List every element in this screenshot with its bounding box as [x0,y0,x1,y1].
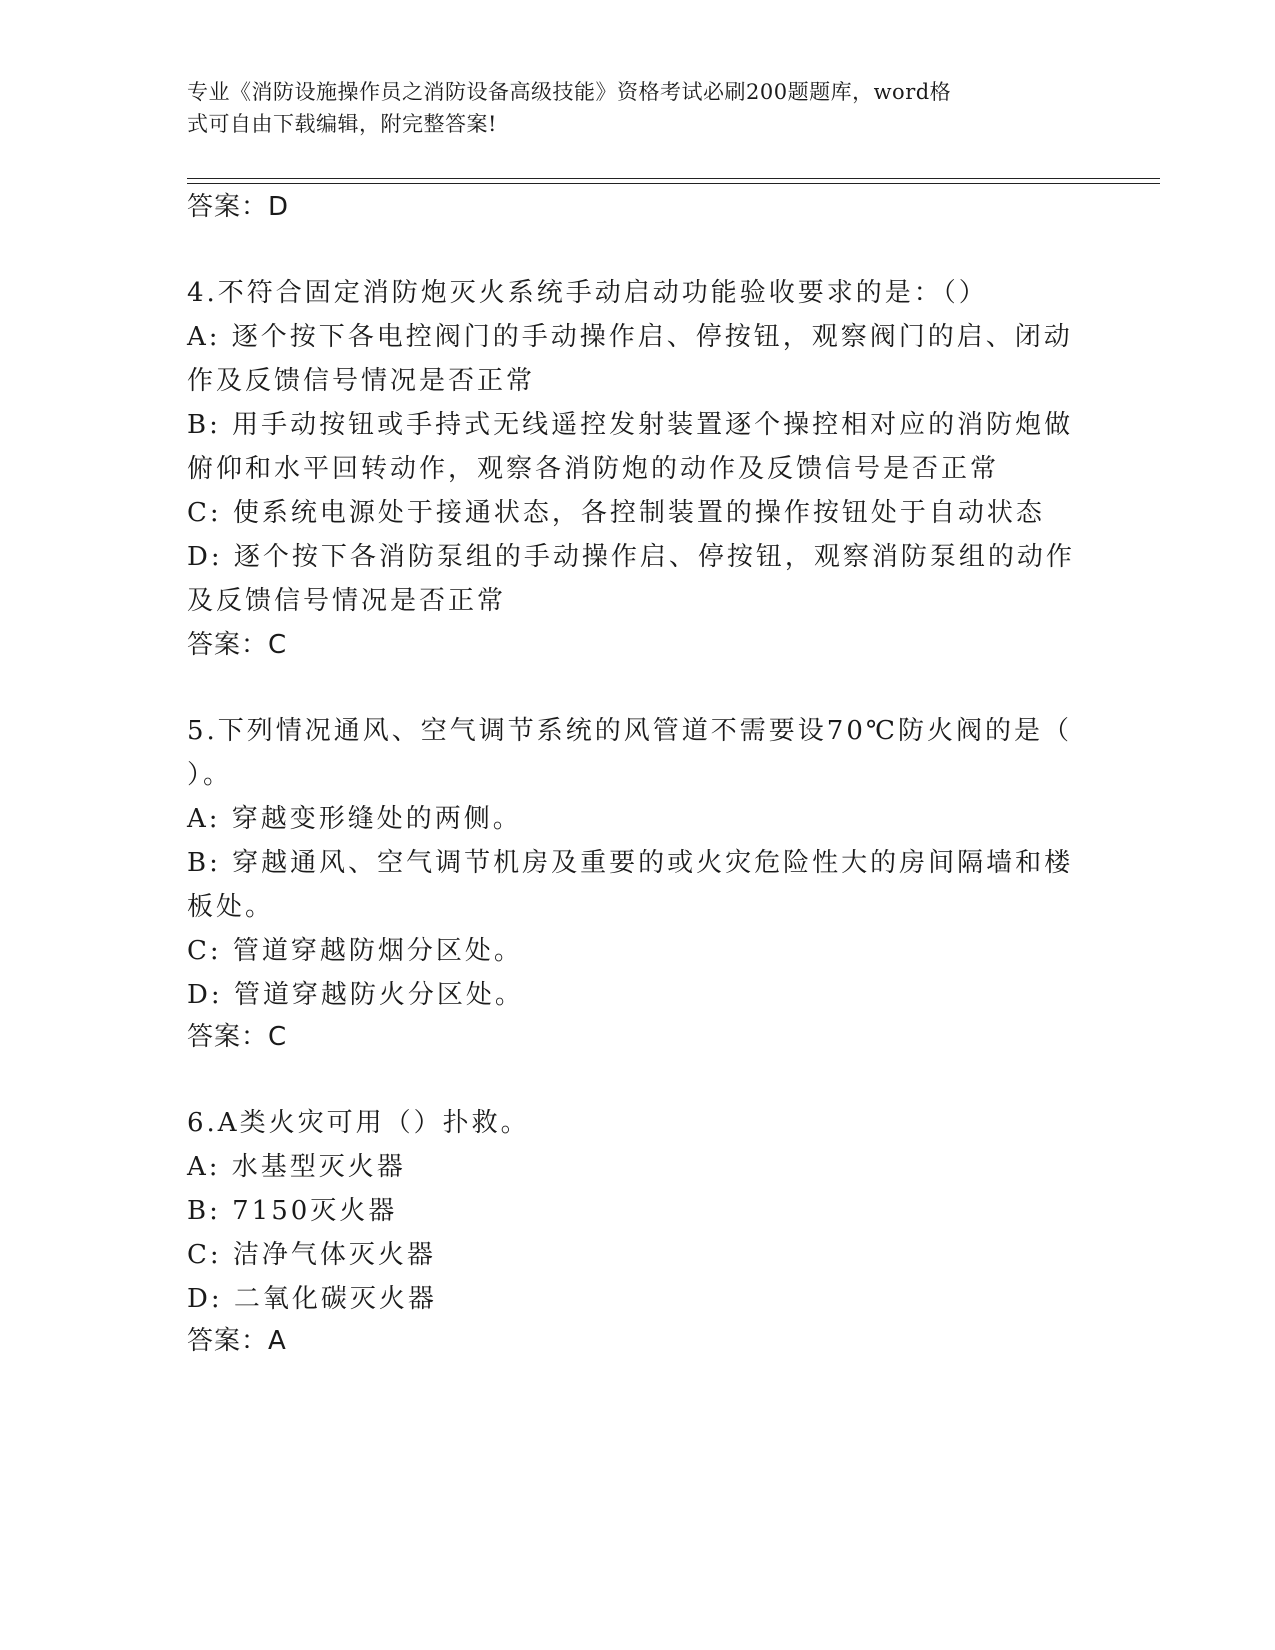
question-6-option-a: A: 水基型灭火器 [187,1152,406,1182]
question-5-option-d: D: 管道穿越防火分区处。 [187,980,524,1010]
question-4-option-d-cont: 及反馈信号情况是否正常 [187,586,507,616]
question-6-option-c: C: 洁净气体灭火器 [187,1240,436,1270]
header-line-1: 专业《消防设施操作员之消防设备高级技能》资格考试必刷200题题库，word格 [187,80,952,104]
question-5-stem: 5.下列情况通风、空气调节系统的风管道不需要设70℃防火阀的是（ [187,716,1072,746]
question-4-option-b: B: 用手动按钮或手持式无线遥控发射装置逐个操控相对应的消防炮做 [187,410,1074,440]
question-4-option-b-cont: 俯仰和水平回转动作，观察各消防炮的动作及反馈信号是否正常 [187,454,1000,484]
question-6-stem: 6.A类火灾可用（）扑救。 [187,1108,530,1138]
question-6-option-b: B: 7150灭火器 [187,1196,398,1226]
question-4-option-c: C: 使系统电源处于接通状态，各控制装置的操作按钮处于自动状态 [187,498,1045,528]
question-6-answer: 答案：A [187,1326,287,1356]
question-5-answer: 答案：C [187,1022,288,1052]
question-5-option-b: B: 穿越通风、空气调节机房及重要的或火灾危险性大的房间隔墙和楼 [187,848,1074,878]
question-4-stem: 4.不符合固定消防炮灭火系统手动启动功能验收要求的是：（） [187,278,988,308]
question-6-option-d: D: 二氧化碳灭火器 [187,1284,437,1314]
question-4-answer: 答案：C [187,630,288,660]
question-4-option-a: A: 逐个按下各电控阀门的手动操作启、停按钮，观察阀门的启、闭动 [187,322,1073,352]
question-5-stem-cont: ）。 [187,760,233,790]
document-header [187,76,1077,140]
previous-answer: 答案：D [187,192,290,222]
question-4-option-d: D: 逐个按下各消防泵组的手动操作启、停按钮，观察消防泵组的动作 [187,542,1075,572]
question-5-option-b-cont: 板处。 [187,892,275,922]
header-divider-thick [187,183,1160,184]
question-5-option-c: C: 管道穿越防烟分区处。 [187,936,523,966]
question-4-option-a-cont: 作及反馈信号情况是否正常 [187,366,536,396]
question-5-option-a: A: 穿越变形缝处的两侧。 [187,804,522,834]
header-divider-thin [187,178,1160,179]
header-line-2: 式可自由下载编辑，附完整答案! [187,112,497,136]
